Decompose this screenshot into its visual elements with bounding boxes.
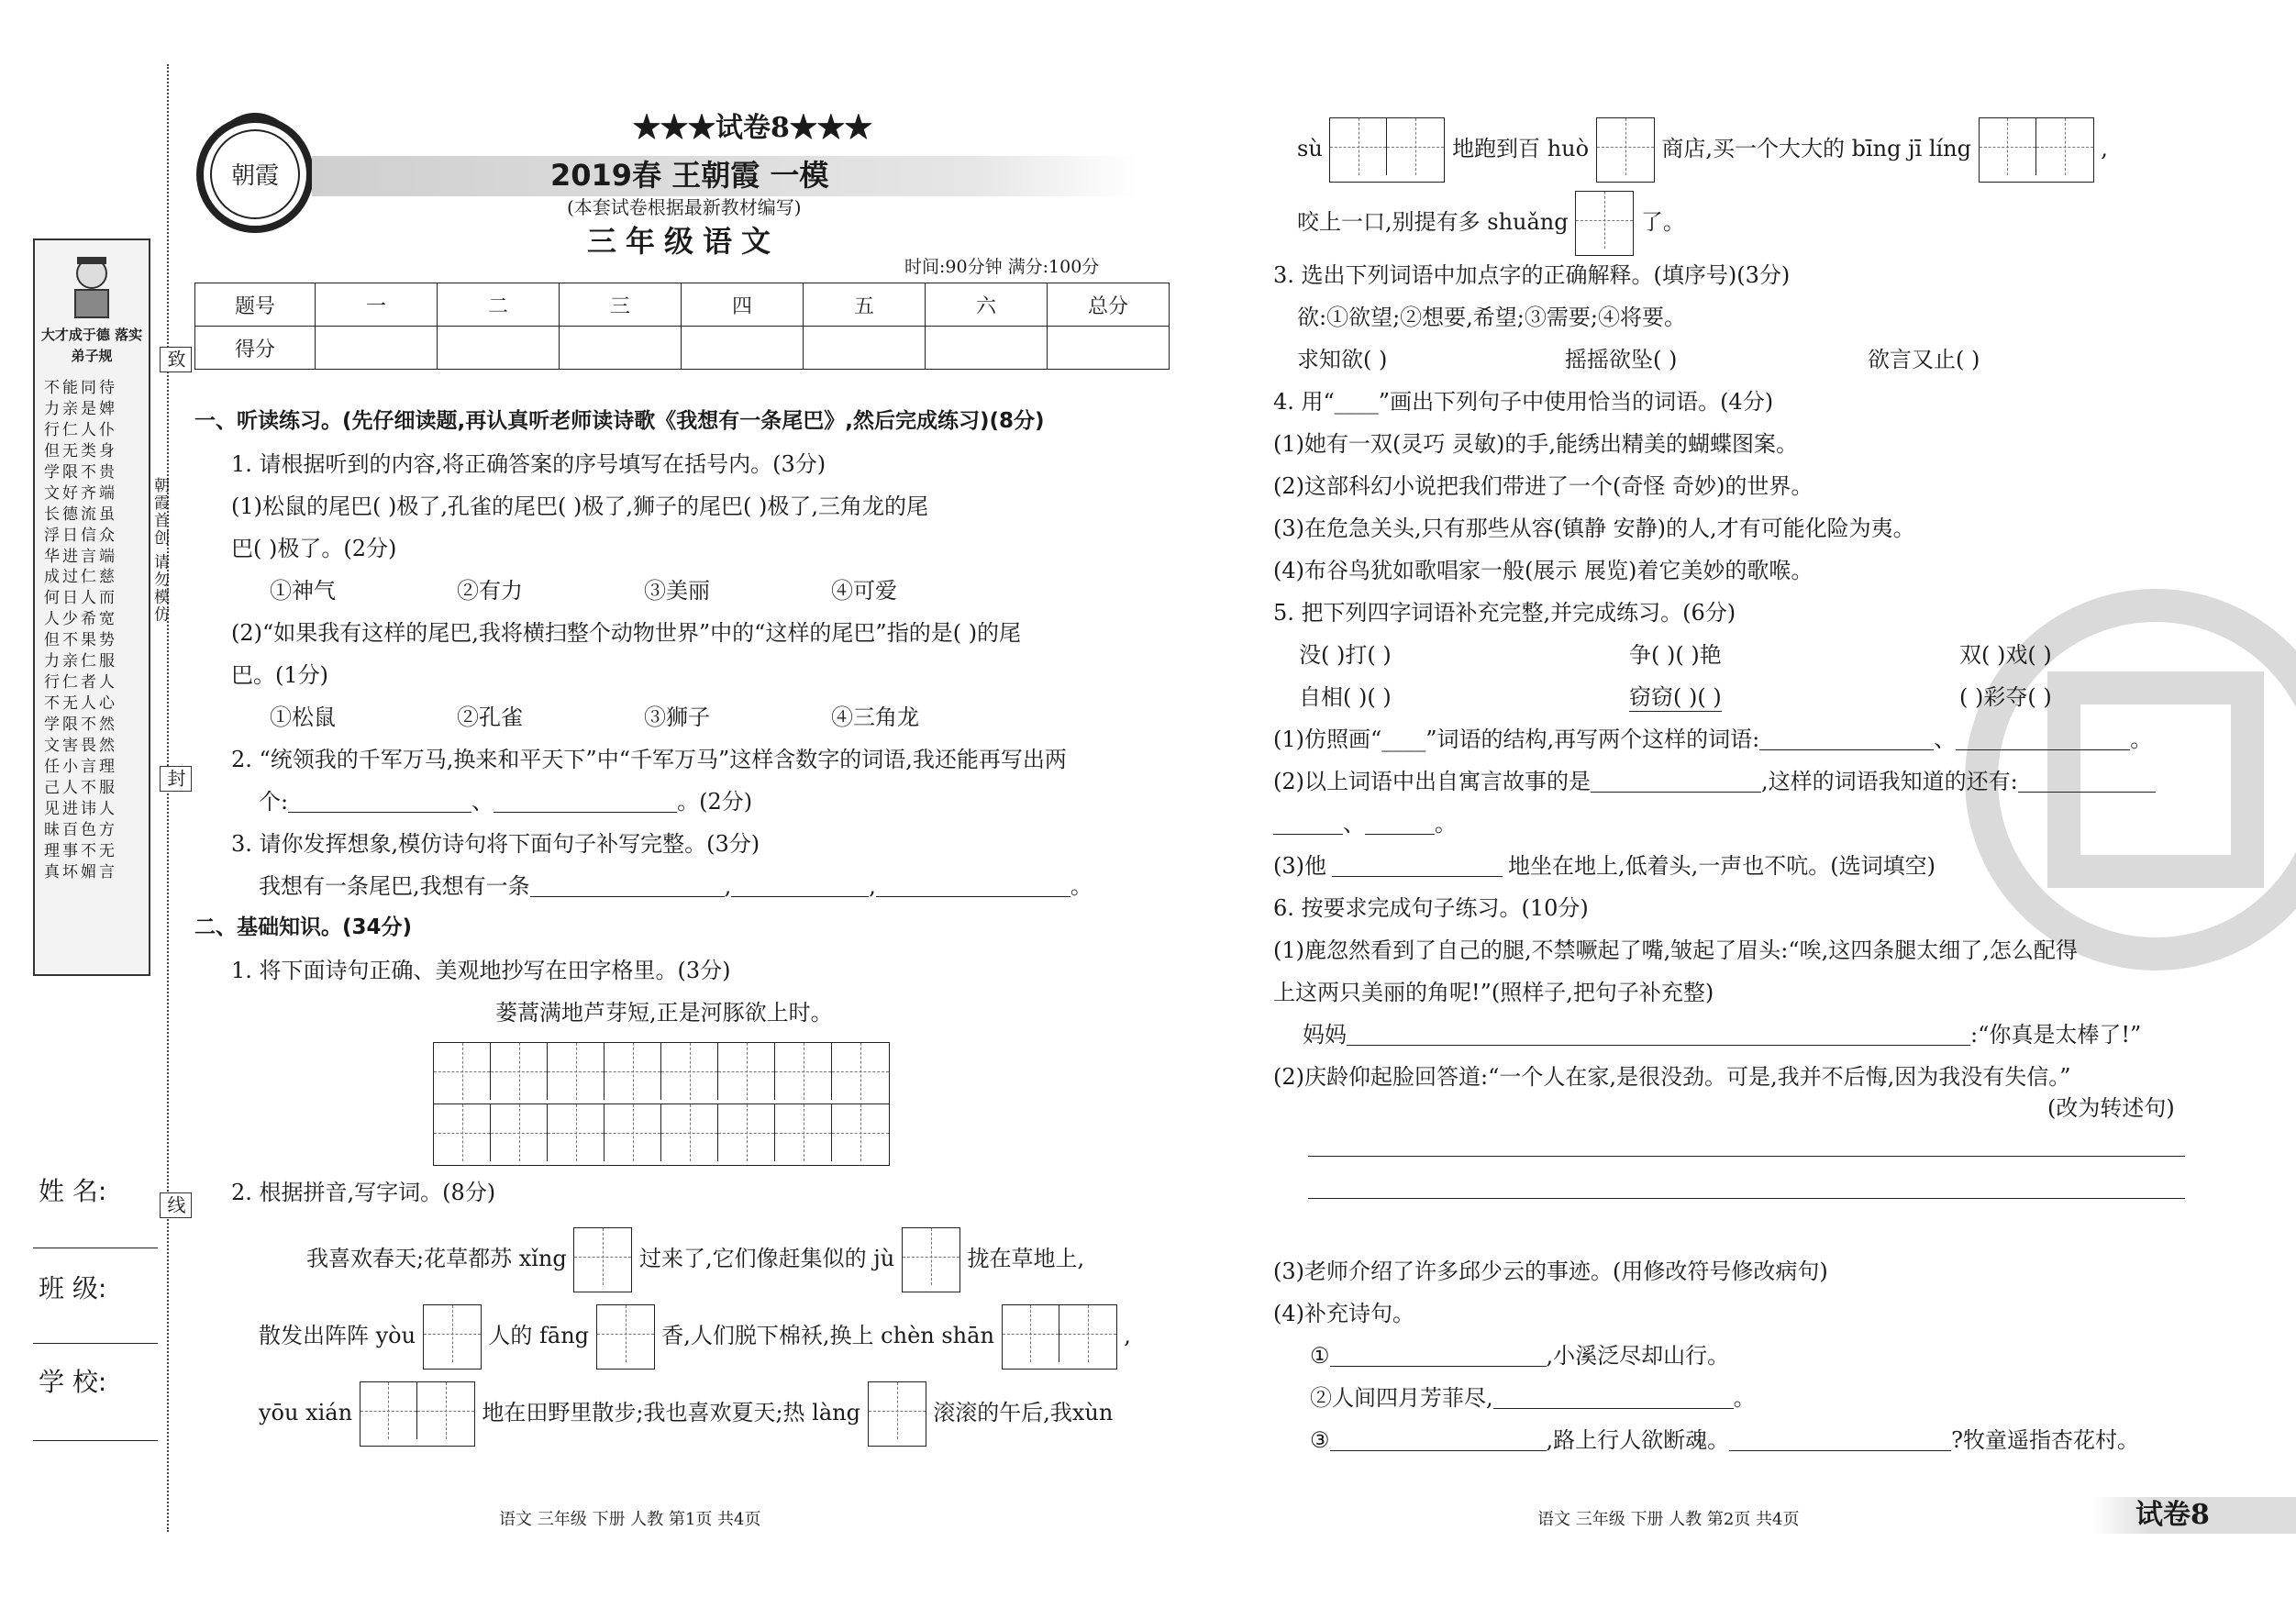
score-cell[interactable] xyxy=(438,327,560,370)
question-1-3-line: 我想有一条尾巴,我想有一条 , , 。 xyxy=(259,873,1093,899)
mascot-icon xyxy=(57,250,127,323)
char-box[interactable] xyxy=(1979,117,2094,183)
text: 香,人们脱下棉袄,换上 chèn shān xyxy=(661,1322,994,1348)
question-3-def: 欲:①欲望;②想要,希望;③需要;④将要。 xyxy=(1297,305,1686,330)
poem-fill-2: ②人间四月芳菲尽, 。 xyxy=(1310,1385,1756,1411)
answer-blank[interactable] xyxy=(876,874,1070,897)
question-3-item: 欲言又止( ) xyxy=(1868,347,1980,372)
answer-blank[interactable] xyxy=(288,790,471,813)
tianzige-grid[interactable] xyxy=(433,1042,890,1166)
answer-blank[interactable] xyxy=(1347,1023,1970,1046)
text: 滚滚的午后,我xùn xyxy=(933,1399,1114,1425)
text: yōu xián xyxy=(259,1399,353,1425)
score-header: 四 xyxy=(682,283,804,327)
option: ①神气 xyxy=(270,578,336,604)
char-box[interactable] xyxy=(360,1381,475,1447)
char-box[interactable] xyxy=(1002,1304,1117,1370)
answer-line[interactable] xyxy=(1308,1198,2185,1199)
text: 拢在草地上, xyxy=(967,1245,1085,1271)
section-1-title: 一、听读练习。(先仔细读题,再认真听老师读诗歌《我想有一条尾巴》,然后完成练习)(8分) xyxy=(194,409,1045,433)
score-cell[interactable] xyxy=(560,327,682,370)
answer-blank[interactable] xyxy=(1332,854,1503,877)
score-header: 三 xyxy=(560,283,682,327)
class-label: 班 级: xyxy=(39,1273,107,1303)
text: 地在田野里散步;我也喜欢夏天;热 làng xyxy=(482,1399,860,1425)
question-4: 4. 用“____”画出下列句子中使用恰当的词语。(4分) xyxy=(1273,389,1774,415)
char-box[interactable] xyxy=(902,1227,960,1292)
char-box[interactable] xyxy=(1596,117,1655,183)
char-box[interactable] xyxy=(423,1304,482,1370)
char-box[interactable] xyxy=(573,1227,632,1292)
prefix: 个: xyxy=(259,789,289,815)
question-1-3: 3. 请你发挥想象,模仿诗句将下面句子补写完整。(3分) xyxy=(231,831,760,857)
answer-blank[interactable] xyxy=(1493,1386,1734,1409)
text: , xyxy=(1124,1322,1131,1348)
question-2-2: 2. 根据拼音,写字词。(8分) xyxy=(231,1180,496,1205)
score-cell[interactable] xyxy=(926,327,1048,370)
question-5-2-cont: 、 。 xyxy=(1273,811,1457,837)
answer-blank[interactable] xyxy=(1729,1428,1951,1451)
char-box[interactable] xyxy=(1575,191,1634,256)
question-1-1-a: (1)松鼠的尾巴( )极了,孔雀的尾巴( )极了,狮子的尾巴( )极了,三角龙的尾 xyxy=(231,494,928,519)
text: ,路上行人欲断魂。 xyxy=(1546,1427,1730,1453)
question-6-2: (2)庆龄仰起脸回答道:“一个人在家,是很没劲。可是,我并不后悔,因为我没有失信。” xyxy=(1273,1064,2071,1090)
question-6-1-b: 上这两只美丽的角呢!”(照样子,把句子补充整) xyxy=(1273,980,1714,1005)
score-cell[interactable] xyxy=(804,327,926,370)
series-label: ★★★试卷8★★★ xyxy=(633,112,872,144)
poem-fill-1 xyxy=(1310,1343,1729,1370)
option: ②有力 xyxy=(457,578,523,604)
answer-blank[interactable] xyxy=(731,874,869,897)
question-5-2 xyxy=(1273,769,2156,795)
score-header: 五 xyxy=(804,283,926,327)
answer-line[interactable] xyxy=(1308,1156,2185,1157)
text: 我喜欢春天;花草都苏 xǐng xyxy=(306,1245,567,1271)
idiom-blank[interactable]: 争( )( )艳 xyxy=(1629,642,1722,668)
poem-line: 蒌蒿满地芦芽短,正是河豚欲上时。 xyxy=(495,1000,833,1026)
option: ④三角龙 xyxy=(831,704,919,730)
answer-blank[interactable] xyxy=(494,790,677,813)
school-field[interactable] xyxy=(33,1440,158,1441)
text: ②人间四月芳菲尽, xyxy=(1310,1385,1493,1411)
option: ②孔雀 xyxy=(457,704,523,730)
question-6: 6. 按要求完成句子练习。(10分) xyxy=(1273,895,1589,921)
answer-blank[interactable] xyxy=(2018,770,2156,793)
idiom-blank[interactable]: 窃窃( )( ) xyxy=(1629,684,1722,710)
option: ①松鼠 xyxy=(270,704,336,730)
left-footer: 语文 三年级 下册 人教 第1页 共4页 xyxy=(499,1510,761,1529)
question-6-2-note: (改为转述句) xyxy=(2047,1095,2175,1121)
pinyin-line-2 xyxy=(259,1304,1131,1370)
score-header: 六 xyxy=(926,283,1048,327)
answer-blank[interactable] xyxy=(530,874,725,897)
text: :“你真是太棒了!” xyxy=(1970,1022,2142,1048)
logo-icon xyxy=(191,108,319,237)
text: 地跑到百 huò xyxy=(1452,135,1590,161)
score-cell[interactable] xyxy=(1048,327,1170,370)
pinyin-line-3 xyxy=(259,1381,1113,1447)
seal-label-xian: 线 xyxy=(160,1192,192,1218)
text: 过来了,它们像赶集似的 jù xyxy=(639,1245,895,1271)
text: , xyxy=(2101,135,2108,161)
answer-blank[interactable] xyxy=(1365,812,1435,835)
score-cell[interactable] xyxy=(316,327,438,370)
svg-text:朝霞: 朝霞 xyxy=(230,162,280,190)
text: 散发出阵阵 yòu xyxy=(259,1322,416,1348)
exam-title: 2019春 王朝霞 一模 xyxy=(550,158,829,193)
option: ③狮子 xyxy=(644,704,710,730)
seal-label-feng: 封 xyxy=(160,766,192,792)
answer-blank[interactable] xyxy=(1330,1428,1547,1451)
text: 妈妈 xyxy=(1303,1022,1347,1048)
question-5-3 xyxy=(1273,853,1936,880)
option: ④可爱 xyxy=(831,578,897,604)
question-6-3: (3)老师介绍了许多邱少云的事迹。(用修改符号修改病句) xyxy=(1273,1259,1828,1284)
question-1-1-b: 巴( )极了。(2分) xyxy=(231,536,397,561)
answer-blank[interactable] xyxy=(1330,1344,1547,1367)
text: (1)仿照画“____”词语的结构,再写两个这样的词语: xyxy=(1273,726,1760,752)
score-table xyxy=(194,283,1170,370)
text: (2)以上词语中出自寓言故事的是 xyxy=(1273,769,1591,794)
time-info: 时间:90分钟 满分:100分 xyxy=(904,257,1100,277)
question-6-1-a: (1)鹿忽然看到了自己的腿,不禁噘起了嘴,皱起了眉头:“唉,这四条腿太细了,怎么配得 xyxy=(1273,937,2078,963)
right-pinyin-line-2 xyxy=(1297,191,1685,256)
question-2-1: 1. 将下面诗句正确、美观地抄写在田字格里。(3分) xyxy=(231,958,731,983)
class-field[interactable] xyxy=(33,1343,158,1344)
question-3-item: 求知欲( ) xyxy=(1297,347,1388,372)
char-box[interactable] xyxy=(596,1304,655,1370)
vertical-note: 朝霞首创 请勿模仿 xyxy=(150,477,169,624)
marker: ③ xyxy=(1310,1427,1330,1453)
idiom-blank[interactable]: 自相( )( ) xyxy=(1299,684,1392,710)
text: ,小溪泛尽却山行。 xyxy=(1546,1343,1730,1369)
text: 地坐在地上,低着头,一声也不吭。(选词填空) xyxy=(1508,853,1936,879)
pinyin-line-1 xyxy=(306,1227,1084,1292)
prefix: 我想有一条尾巴,我想有一条 xyxy=(259,873,530,899)
char-box[interactable] xyxy=(868,1381,926,1447)
question-3: 3. 选出下列词语中加点字的正确解释。(填序号)(3分) xyxy=(1273,262,1791,288)
name-label: 姓 名: xyxy=(39,1176,107,1206)
question-1-1-d: 巴。(1分) xyxy=(231,662,328,688)
seal-label-zhi: 致 xyxy=(160,347,192,372)
question-4-2: (2)这部科幻小说把我们带进了一个(奇怪 奇妙)的世界。 xyxy=(1273,473,1814,499)
answer-blank[interactable] xyxy=(1591,770,1761,793)
question-1-1: 1. 请根据听到的内容,将正确答案的序号填写在括号内。(3分) xyxy=(231,451,826,477)
page-badge: 试卷8 xyxy=(2135,1499,2210,1531)
section-2-title: 二、基础知识。(34分) xyxy=(194,915,413,939)
suffix: 。(2分) xyxy=(677,789,753,815)
school-label: 学 校: xyxy=(39,1367,107,1397)
text: sù xyxy=(1297,135,1323,161)
text: 商店,买一个大大的 bīng jī líng xyxy=(1661,135,1972,161)
score-header: 题号 xyxy=(195,283,316,327)
question-4-4: (4)布谷鸟犹如歌唱家一般(展示 展览)着它美妙的歌喉。 xyxy=(1273,558,1814,583)
question-1-1-c: (2)“如果我有这样的尾巴,我将横扫整个动物世界”中的“这样的尾巴”指的是( )的尾 xyxy=(231,620,1022,646)
question-6-4: (4)补充诗句。 xyxy=(1273,1301,1414,1326)
answer-blank[interactable] xyxy=(1273,812,1343,835)
question-5: 5. 把下列四字词语补充完整,并完成练习。(6分) xyxy=(1273,600,1736,626)
marker: ① xyxy=(1310,1343,1330,1369)
text: 人的 fāng xyxy=(488,1322,590,1348)
text: 了。 xyxy=(1640,208,1685,235)
score-header: 一 xyxy=(316,283,438,327)
question-1-2-a: 2. “统领我的千军万马,换来和平天下”中“千军万马”这样含数字的词语,我还能再写出两 xyxy=(231,747,1067,772)
question-6-1-c xyxy=(1303,1022,2141,1048)
option: ③美丽 xyxy=(644,578,710,604)
verse-block: 不能同待 力亲是婢 行仁人仆 但无类身 学限不贵 文好齐端 长德流虽 浮日信众 华进言端 成过仁慈 何日人而 人少希宽 但不果势 力亲仁服 行仁者人 不无人心 学限不然 文害畏然 任小言理 己人不服 见进讳人 昧百色方 理事不无 真坏媚言 xyxy=(44,379,117,882)
subject-title: 三年级语文 xyxy=(587,224,781,259)
exam-note: (本套试卷根据最新教材编写) xyxy=(567,196,802,218)
score-row-label: 得分 xyxy=(195,327,316,370)
answer-blank[interactable] xyxy=(1956,727,2130,750)
poem-fill-3 xyxy=(1310,1427,2139,1454)
right-pinyin-line-1 xyxy=(1297,117,2108,183)
question-4-1: (1)她有一双(灵巧 灵敏)的手,能绣出精美的蝴蝶图案。 xyxy=(1273,431,1798,457)
motto-text: 大才成于德 落实弟子规 xyxy=(40,327,143,364)
question-1-2-b: 个: 、 。(2分) xyxy=(259,789,753,815)
right-footer: 语文 三年级 下册 人教 第2页 共4页 xyxy=(1537,1510,1800,1529)
question-3-item: 摇摇欲坠( ) xyxy=(1565,347,1678,372)
question-4-3: (3)在危急关头,只有那些从容(镇静 安静)的人,才有可能化险为夷。 xyxy=(1273,516,1915,541)
idiom-blank[interactable]: 双( )戏( ) xyxy=(1959,642,2052,668)
question-5-1: (1)仿照画“____”词语的结构,再写两个这样的词语: 、 。 xyxy=(1273,726,2153,752)
score-header: 总分 xyxy=(1048,283,1170,327)
idiom-blank[interactable]: 没( )打( ) xyxy=(1299,642,1392,668)
text: ,这样的词语我知道的还有: xyxy=(1761,769,2018,794)
score-header: 二 xyxy=(438,283,560,327)
score-cell[interactable] xyxy=(682,327,804,370)
binding-line xyxy=(167,64,169,1532)
text: 咬上一口,别提有多 shuǎng xyxy=(1297,208,1569,235)
text: ?牧童遥指杏花村。 xyxy=(1951,1427,2140,1453)
text: (3)他 xyxy=(1273,853,1326,879)
answer-blank[interactable] xyxy=(1759,727,1934,750)
side-panel xyxy=(33,238,150,976)
idiom-blank[interactable]: ( )彩夺( ) xyxy=(1959,684,2052,710)
char-box[interactable] xyxy=(1329,117,1445,183)
